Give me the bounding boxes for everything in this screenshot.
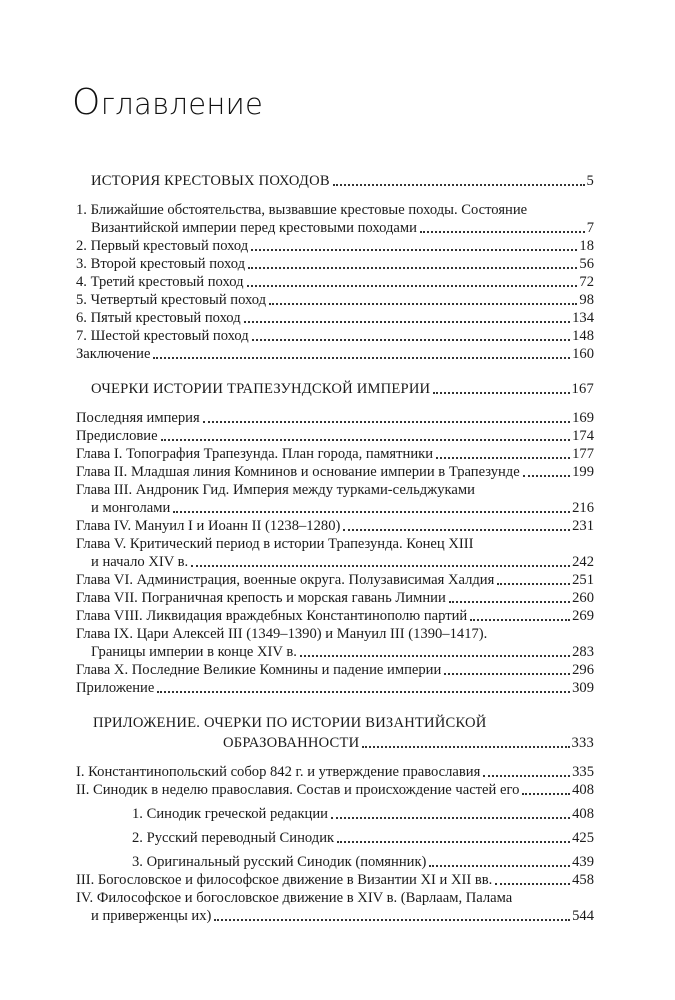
toc-entry[interactable] xyxy=(76,889,594,925)
dot-leader xyxy=(343,528,570,531)
page-number: 167 xyxy=(571,381,594,397)
section-title: ИСТОРИЯ КРЕСТОВЫХ ПОХОДОВ xyxy=(91,173,330,189)
toc-entry[interactable] xyxy=(76,255,594,273)
page-number: 408 xyxy=(572,806,594,822)
dot-leader xyxy=(495,882,570,885)
entry-text: Глава X. Последние Великие Комнины и падение империи xyxy=(76,662,442,678)
page-title-rest: главление xyxy=(100,87,264,121)
toc-entry[interactable] xyxy=(76,291,594,309)
toc-entry[interactable] xyxy=(76,427,594,445)
entry-text: 3. Второй крестовый поход xyxy=(76,256,245,272)
dot-leader xyxy=(449,600,570,603)
dot-leader xyxy=(251,248,577,251)
dot-leader xyxy=(362,745,569,748)
page-number: 333 xyxy=(571,735,594,751)
page-number: 216 xyxy=(572,500,594,516)
page-number: 335 xyxy=(572,764,594,780)
dot-leader xyxy=(269,302,577,305)
dot-leader xyxy=(203,420,570,423)
page-number: 458 xyxy=(572,872,594,888)
dot-leader xyxy=(337,840,570,843)
entry-text: и монголами xyxy=(91,500,171,516)
toc-entry[interactable] xyxy=(76,309,594,327)
entry-text: I. Константинопольский собор 842 г. и утверждение православия xyxy=(76,764,481,780)
toc-entry[interactable] xyxy=(76,763,594,781)
dot-leader xyxy=(420,230,585,233)
page-number: 169 xyxy=(572,410,594,426)
dot-leader xyxy=(444,672,570,675)
dot-leader xyxy=(429,864,570,867)
page-number: 231 xyxy=(572,518,594,534)
page-number: 408 xyxy=(572,782,594,798)
entry-text: Глава II. Младшая линия Комнинов и основание империи в Трапезунде xyxy=(76,464,520,480)
dot-leader xyxy=(483,774,570,777)
entry-text: 2. Первый крестовый поход xyxy=(76,238,249,254)
table-of-contents xyxy=(76,172,594,925)
page-number: 251 xyxy=(572,572,594,588)
dot-leader xyxy=(300,654,570,657)
dot-leader xyxy=(252,338,570,341)
dot-leader xyxy=(436,456,570,459)
toc-entry[interactable] xyxy=(76,661,594,679)
entry-text: IV. Философское и богословское движение в XIV в. (Варлаам, Палама xyxy=(76,890,513,906)
page-number: 18 xyxy=(579,238,594,254)
page-number: 425 xyxy=(572,830,594,846)
toc-entry[interactable] xyxy=(76,409,594,427)
toc-subentry[interactable] xyxy=(76,853,594,871)
dot-leader xyxy=(522,792,570,795)
dot-leader xyxy=(333,183,585,186)
entry-text: Границы империи в конце XIV в. xyxy=(91,644,297,660)
entry-text: Глава III. Андроник Гид. Империя между турками-сельджуками xyxy=(76,482,475,498)
toc-section-heading[interactable] xyxy=(76,714,594,752)
dot-leader xyxy=(214,918,570,921)
toc-entry[interactable] xyxy=(76,679,594,697)
entry-text: Предисловие xyxy=(76,428,158,444)
toc-entry[interactable] xyxy=(76,201,594,237)
entry-text: II. Синодик в неделю православия. Состав и происхождение частей его xyxy=(76,782,520,798)
entry-text: Глава VII. Пограничная крепость и морская гавань Лимнии xyxy=(76,590,446,606)
toc-entry[interactable] xyxy=(76,535,594,571)
toc-entry[interactable] xyxy=(76,237,594,255)
toc-entry[interactable] xyxy=(76,345,594,363)
entry-text: 5. Четвертый крестовый поход xyxy=(76,292,267,308)
page-number: 56 xyxy=(579,256,594,272)
page-number: 269 xyxy=(572,608,594,624)
toc-entry[interactable] xyxy=(76,589,594,607)
section-title: ПРИЛОЖЕНИЕ. ОЧЕРКИ ПО ИСТОРИИ ВИЗАНТИЙСКОЙ xyxy=(93,715,487,731)
toc-entry[interactable] xyxy=(76,517,594,535)
toc-entry[interactable] xyxy=(76,463,594,481)
dot-leader xyxy=(161,438,571,441)
toc-entry[interactable] xyxy=(76,607,594,625)
page-number: 134 xyxy=(572,310,594,326)
toc-entry[interactable] xyxy=(76,571,594,589)
entry-text: Глава IX. Цари Алексей III (1349–1390) и Мануил III (1390–1417). xyxy=(76,626,488,642)
entry-text: 6. Пятый крестовый поход xyxy=(76,310,241,326)
page-number: 199 xyxy=(572,464,594,480)
dot-leader xyxy=(497,582,570,585)
page-title xyxy=(72,82,263,123)
page-number: 177 xyxy=(572,446,594,462)
dot-leader xyxy=(248,266,577,269)
entry-text: 3. Оригинальный русский Синодик (помянник) xyxy=(132,854,427,870)
dot-leader xyxy=(244,320,570,323)
page-title-initial: О xyxy=(72,82,101,123)
toc-entry[interactable] xyxy=(76,481,594,517)
dot-leader xyxy=(247,284,578,287)
toc-entry[interactable] xyxy=(76,871,594,889)
entry-text: Глава VI. Администрация, военные округа. Полузависимая Халдия xyxy=(76,572,495,588)
page-number: 160 xyxy=(572,346,594,362)
entry-text: 2. Русский переводный Синодик xyxy=(132,830,335,846)
entry-text: Византийской империи перед крестовыми походами xyxy=(91,220,417,236)
page-number: 309 xyxy=(572,680,594,696)
dot-leader xyxy=(523,474,570,477)
entry-text: и приверженцы их) xyxy=(91,908,212,924)
entry-text: 1. Ближайшие обстоятельства, вызвавшие крестовые походы. Состояние xyxy=(76,202,528,218)
toc-section-heading[interactable] xyxy=(76,380,594,398)
entry-text: 7. Шестой крестовый поход xyxy=(76,328,249,344)
dot-leader xyxy=(173,510,570,513)
dot-leader xyxy=(191,564,570,567)
page-number: 242 xyxy=(572,554,594,570)
page-number: 72 xyxy=(579,274,594,290)
entry-text: Глава IV. Мануил I и Иоанн II (1238–1280) xyxy=(76,518,341,534)
toc-entry[interactable] xyxy=(76,625,594,661)
toc-entry[interactable] xyxy=(76,781,594,799)
page-number: 98 xyxy=(579,292,594,308)
entry-text: Последняя империя xyxy=(76,410,200,426)
page-number: 296 xyxy=(572,662,594,678)
toc-entry[interactable] xyxy=(76,327,594,345)
toc-section-heading[interactable] xyxy=(76,172,594,190)
page-number: 5 xyxy=(586,173,594,189)
entry-text: Заключение xyxy=(76,346,151,362)
dot-leader xyxy=(157,690,570,693)
section-title: ОЧЕРКИ ИСТОРИИ ТРАПЕЗУНДСКОЙ ИМПЕРИИ xyxy=(91,381,431,397)
page-number: 7 xyxy=(586,220,594,236)
toc-subentry[interactable] xyxy=(76,829,594,847)
entry-text: 4. Третий крестовый поход xyxy=(76,274,244,290)
entry-text: Приложение xyxy=(76,680,155,696)
dot-leader xyxy=(433,391,569,394)
toc-entry[interactable] xyxy=(76,273,594,291)
entry-text: 1. Синодик греческой редакции xyxy=(132,806,328,822)
toc-entry[interactable] xyxy=(76,445,594,463)
entry-text: Глава VIII. Ликвидация враждебных Константинополю партий xyxy=(76,608,468,624)
toc-subentry[interactable] xyxy=(76,805,594,823)
entry-text: Глава I. Топография Трапезунда. План города, памятники xyxy=(76,446,434,462)
entry-text: и начало XIV в. xyxy=(91,554,189,570)
page-number: 439 xyxy=(572,854,594,870)
dot-leader xyxy=(153,356,570,359)
section-title: ОБРАЗОВАННОСТИ xyxy=(223,735,360,751)
page-number: 148 xyxy=(572,328,594,344)
entry-text: III. Богословское и философское движение в Византии XI и XII вв. xyxy=(76,872,493,888)
dot-leader xyxy=(470,618,570,621)
page-number: 544 xyxy=(572,908,594,924)
page-number: 283 xyxy=(572,644,594,660)
entry-text: Глава V. Критический период в истории Трапезунда. Конец XIII xyxy=(76,536,474,552)
page-number: 174 xyxy=(572,428,594,444)
dot-leader xyxy=(331,816,570,819)
page-number: 260 xyxy=(572,590,594,606)
